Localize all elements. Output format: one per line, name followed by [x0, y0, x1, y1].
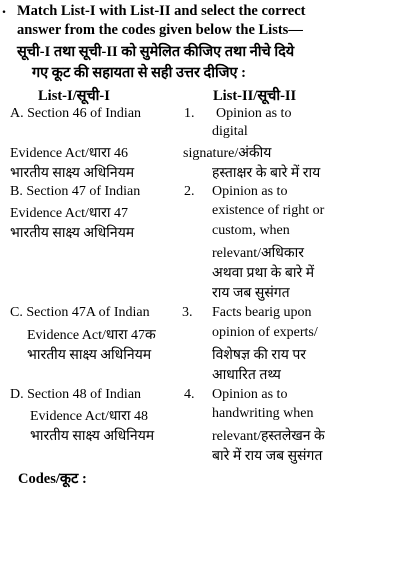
list2-header: List-II/सूची-II [213, 88, 297, 104]
list2-item-3-line-1: Facts bearig upon [212, 305, 312, 320]
list1-item-d-line-1: D. Section 48 of Indian [10, 387, 142, 402]
list1-item-d-line-3: भारतीय साक्ष्य अधिनियम [30, 429, 155, 444]
list2-item-3-number: 3. [182, 305, 193, 320]
list1-item-c-line-1: C. Section 47A of Indian [10, 305, 150, 320]
list2-item-2-line-1: Opinion as to [212, 184, 288, 199]
list2-item-2-number: 2. [184, 184, 195, 199]
list2-item-1-line-4: हस्ताक्षर के बारे में राय [212, 166, 321, 181]
list2-item-2-line-3: custom, when [212, 223, 290, 238]
list2-item-2-line-4: relevant/अधिकार [212, 246, 305, 261]
list1-item-b-line-3: भारतीय साक्ष्य अधिनियम [10, 226, 135, 241]
list2-item-1-line-1: Opinion as to [216, 106, 292, 121]
list1-header: List-I/सूची-I [38, 88, 110, 104]
list2-item-1-line-2: digital [212, 124, 248, 139]
list1-item-a-line-1: A. Section 46 of Indian [10, 106, 142, 121]
list2-item-4-number: 4. [184, 387, 195, 402]
list1-item-c-line-2: Evidence Act/धारा 47क [27, 328, 156, 343]
list2-item-1-number: 1. [184, 106, 195, 121]
list1-item-b-line-1: B. Section 47 of Indian [10, 184, 141, 199]
question-number-marker: . [2, 0, 6, 17]
list2-item-4-line-4: बारे में राय जब सुसंगत [212, 449, 323, 464]
list2-item-4-line-3: relevant/हस्तलेखन के [212, 429, 325, 444]
list2-item-4-line-1: Opinion as to [212, 387, 288, 402]
list1-item-a-line-3: भारतीय साक्ष्य अधिनियम [10, 166, 135, 181]
list2-item-4-line-2: handwriting when [212, 406, 314, 421]
list2-item-2-line-6: राय जब सुसंगत [212, 286, 290, 301]
list2-item-2-line-5: अथवा प्रथा के बारे में [212, 266, 315, 281]
question-line-4: गए कूट की सहायता से सही उत्तर दीजिए : [32, 65, 246, 81]
list2-item-3-line-3: विशेषज्ञ की राय पर [212, 348, 307, 363]
list2-item-2-line-2: existence of right or [212, 203, 325, 218]
list1-item-a-line-2: Evidence Act/धारा 46 [10, 146, 129, 161]
list1-item-c-line-3: भारतीय साक्ष्य अधिनियम [27, 348, 152, 363]
list1-item-b-line-2: Evidence Act/धारा 47 [10, 206, 129, 221]
list2-item-3-line-2: opinion of experts/ [212, 325, 318, 340]
codes-label: Codes/कूट : [18, 471, 87, 487]
list1-item-d-line-2: Evidence Act/धारा 48 [30, 409, 149, 424]
question-line-2: answer from the codes given below the Lists— [17, 22, 303, 38]
list2-item-1-line-3: signature/अंकीय [183, 146, 272, 161]
list2-item-3-line-4: आधारित तथ्य [212, 368, 281, 383]
question-line-3: सूची-I तथा सूची-II को सुमेलित कीजिए तथा नीचे दिये [17, 44, 295, 60]
question-line-1: Match List-I with List-II and select the correct [17, 3, 306, 19]
